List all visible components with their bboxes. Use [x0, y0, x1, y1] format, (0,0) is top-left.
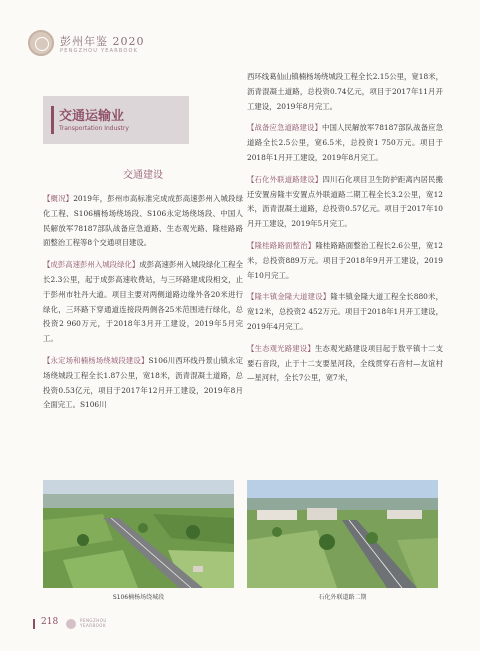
yearbook-header	[28, 30, 198, 62]
section-english-title: Transportation Industry	[59, 125, 129, 132]
section-banner	[43, 96, 189, 144]
paragraph-text: S106川西环线丹景山镇永定场绕城段工程全长1.87公里，宽18米，沥青混凝土道路，总投资0.53亿元，项目于2017年12月开工建设，2019年8月全面完工。S106川	[43, 355, 243, 410]
paragraph-text: 2019年，彭州市高标准完成成彭高速彭州入城段绿化工程、S106楠杨场绕场段、S106永定场绕场段、中国人民解放军78187部队战备应急道路、生态观光路、隆桂路路面整治工程等8个交通项目建设。	[43, 194, 243, 248]
paragraph-tag: 【成彭高速彭州入城段绿化】	[43, 260, 140, 270]
paragraph-text: 隆丰镇金隆大道工程全长880米，宽12米，总投资2 452万元。项目于2018年1月开工建设，2019年4月完工。	[247, 292, 443, 331]
paragraph-tag: 【概况】	[43, 194, 74, 203]
paragraph	[43, 192, 243, 251]
photo-petrochemical-road	[247, 480, 438, 588]
paragraph-text: 四川石化项目卫生防护距离内居民搬迁安置房隆丰安置点外联道路二期工程全长3.2公里，宽12米，沥青混凝土道路，总投资0.57亿元。项目于2017年10月开工建设，2019年5月完工。	[247, 174, 443, 229]
footer-accent-bar	[33, 619, 35, 629]
paragraph	[247, 290, 443, 334]
paragraph-text: 中国人民解放军78187部队战备应急道路全长2.5公里，宽6.5米，总投资1 750万元。项目于2018年1月开工建设，2019年8月完工。	[247, 123, 443, 162]
footer-logo-icon	[66, 619, 76, 629]
page-number: 218	[41, 617, 59, 627]
paragraph-text: 隆桂路路面整治工程长2.6公里，宽12米，总投资889万元。项目于2018年9月开工建设，2019年10月完工。	[247, 240, 443, 280]
paragraph-text: 成彭高速彭州入城段绿化工程全长2.3公里，起于成彭高速收费站，与三环路建成段相交，止于彭州市牡丹大道。项目主要对两侧道路边缘外各20米进行绿化，三环路下穿通道连接段两侧各25米范围进行绿化，总投资2 960万元，于2018年3月开工建设，2019年5月完工。	[43, 260, 243, 344]
paragraph	[247, 173, 443, 232]
section-title: 交通运输业	[59, 109, 125, 124]
left-column	[43, 192, 243, 420]
paragraph-tag: 【永定场和楠杨场绕城段建设】	[43, 355, 149, 365]
paragraph	[43, 354, 243, 413]
footer-name-line: YEARBOOK	[80, 623, 107, 628]
photo-caption: S106楠杨场绕城段	[112, 594, 165, 601]
right-column	[247, 70, 443, 393]
paragraph	[247, 239, 443, 283]
paragraph	[247, 121, 443, 165]
yearbook-logo-icon	[28, 30, 54, 56]
paragraph-tag: 【隆丰镇金隆大道建设】	[247, 292, 331, 302]
paragraph-tag: 【战备应急道路建设】	[247, 123, 322, 133]
paragraph-text: 生态观光路建设项目起于敖平镇十二支要石音段，止于十二支要星河段，全线贯穿石音村—友谊村—星河村，全长7公里，宽7米，	[247, 343, 443, 383]
photo-caption: 石化外联道路二期	[318, 594, 367, 601]
section-accent-bar	[51, 106, 54, 134]
footer-name	[80, 618, 107, 628]
paragraph-tag: 【生态观光路建设】	[247, 343, 315, 353]
yearbook-subtitle: PENGZHOU YEARBOOK	[60, 48, 139, 54]
photo-s106-road	[43, 480, 234, 588]
yearbook-title: 彭州年鉴 2020	[60, 35, 145, 48]
column-title: 交通建设	[123, 170, 163, 181]
paragraph-tag: 【石化外联道路建设】	[247, 174, 323, 184]
paragraph-tag: 【隆桂路路面整治】	[247, 240, 316, 250]
paragraph	[43, 258, 243, 347]
paragraph	[247, 342, 443, 386]
footer-name-line: PENGZHOU	[80, 618, 107, 623]
page-footer	[33, 617, 233, 633]
paragraph	[247, 70, 443, 114]
paragraph-text: 西环线葛仙山镇楠杨场绕城段工程全长2.15公里，宽18米，沥青混凝土道路，总投资0.74亿元，项目于2017年11月开工建设，2019年8月完工。	[247, 72, 443, 111]
